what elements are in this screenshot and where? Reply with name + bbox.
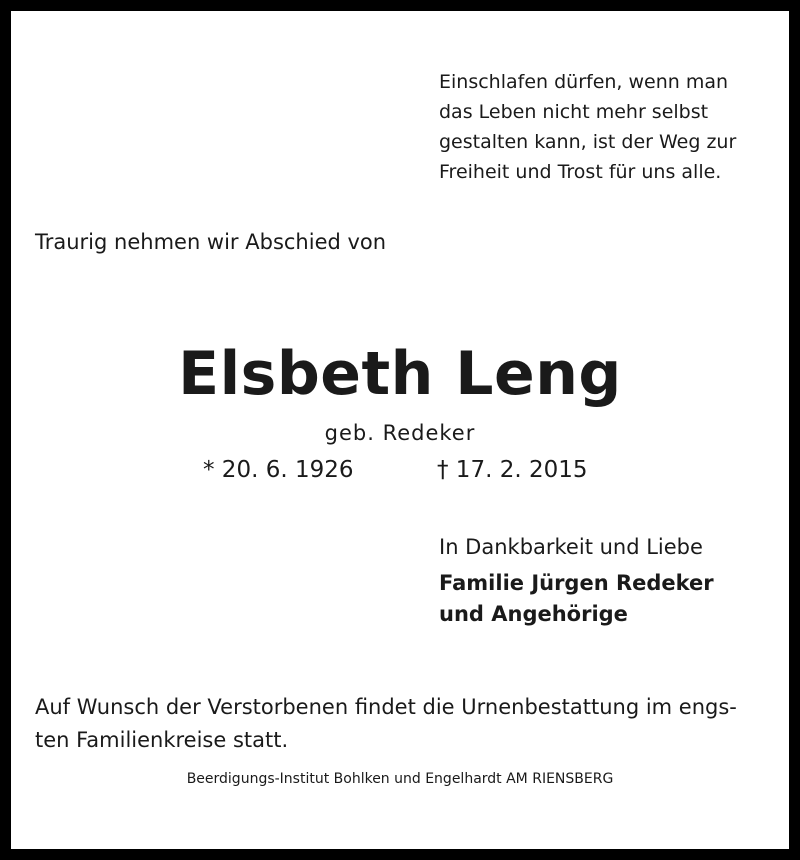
burial-note-line: Auf Wunsch der Verstorbenen findet die Urnenbestattung im engs- <box>35 695 737 719</box>
poem-verse <box>439 67 779 187</box>
death-date: † 17. 2. 2015 <box>437 457 588 483</box>
maiden-name: geb. Redeker <box>324 421 476 445</box>
burial-note <box>35 691 737 757</box>
poem-line: Einschlafen dürfen, wenn man <box>439 71 729 93</box>
family-signature <box>439 568 714 630</box>
undertaker-credit: Beerdigungs-Institut Bohlken und Engelhardt AM RIENSBERG <box>186 771 614 787</box>
family-line: Familie Jürgen Redeker <box>439 571 714 595</box>
poem-line: das Leben nicht mehr selbst <box>439 101 709 123</box>
family-line: und Angehörige <box>439 602 628 626</box>
poem-line: Freiheit und Trost für uns alle. <box>439 161 722 183</box>
birth-date: * 20. 6. 1926 <box>203 457 354 483</box>
intro-text: Traurig nehmen wir Abschied von <box>35 230 387 254</box>
deceased-name: Elsbeth Leng <box>178 339 622 409</box>
poem-line: gestalten kann, ist der Weg zur <box>439 131 737 153</box>
burial-note-line: ten Familienkreise statt. <box>35 728 289 752</box>
closing-phrase: In Dankbarkeit und Liebe <box>439 535 703 559</box>
